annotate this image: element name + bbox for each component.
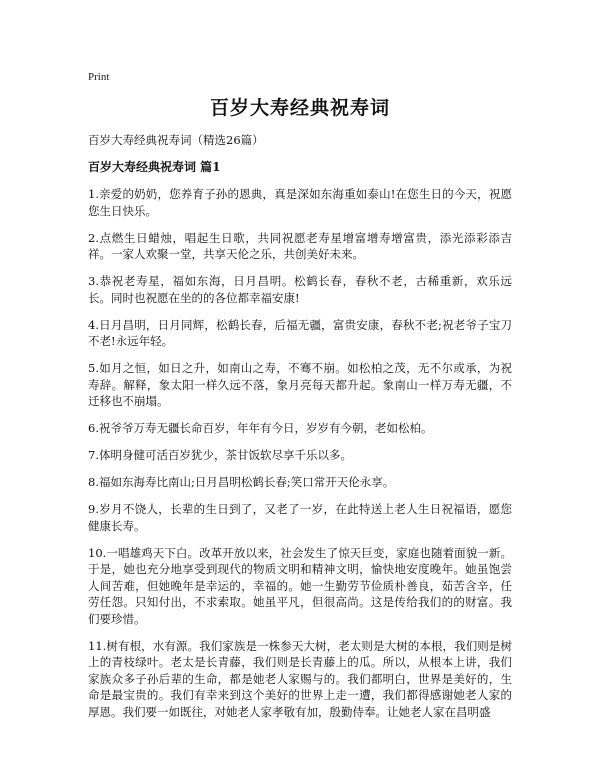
paragraph: 9.岁月不饶人，长辈的生日到了，又老了一岁，在此特送上老人生日祝福语，愿您健康长寿。 [88, 502, 512, 533]
document-subtitle: 百岁大寿经典祝寿词（精选26篇） [88, 133, 264, 147]
section-heading: 百岁大寿经典祝寿词 篇1 [88, 160, 221, 174]
paragraph: 6.祝爷爷万寿无疆长命百岁，年年有今日，岁岁有今朝，老如松柏。 [88, 421, 433, 435]
paragraph: 7.体明身健可活百岁犹少，茶甘饭软尽享千乐以多。 [88, 448, 352, 462]
print-link[interactable]: Print [88, 71, 110, 83]
paragraph: 11.树有根，水有源。我们家族是一株参天大树，老太则是大树的本根，我们则是树上的青枝绿叶。老太是长青藤，我们则是长青藤上的瓜。所以，从根本上讲，我们家族众多子孙后辈的生命，都是她老人家赐与的。我们都明白，世界是美好的，生命是最宝贵的。我们有幸来到这个美好的世界上走一遭，我们都得感谢她老人家的厚恩。我们要一如既往，对她老人家孝敬有加，殷勤侍奉。让她老人家在昌明盛 [88, 638, 512, 719]
paragraph: 3.恭祝老寿星，福如东海，日月昌明。松鹤长春，春秋不老，古稀重新，欢乐远长。同时也祝愿在坐的的各位都幸福安康! [88, 274, 512, 305]
paragraph: 8.福如东海寿比南山;日月昌明松鹤长春;笑口常开天伦永享。 [88, 475, 395, 489]
paragraph: 1.亲爱的奶奶，您养育子孙的恩典，真是深如东海重如泰山!在您生日的今天，祝愿您生日快乐。 [88, 187, 512, 218]
paragraph: 10.一唱雄鸡天下白。改革开放以来，社会发生了惊天巨变，家庭也随着面貌一新。于是，她也充分地享受到现代的物质文明和精神文明，愉快地安度晚年。她虽饱尝人间苦难，但她晚年是幸运的，幸福的。她一生勤劳节俭质朴善良，茹苦含辛，任劳任怨。只知付出，不求索取。她虽平凡，但很高尚。这是传给我们的的财富。我们要珍惜。 [88, 545, 512, 626]
document-body [88, 132, 512, 731]
paragraph: 4.日月昌明，日月同辉，松鹤长春，后福无疆，富贵安康，春秋不老;祝老爷子宝刀不老!永远年轻。 [88, 317, 512, 348]
document-title: 百岁大寿经典祝寿词 [209, 97, 390, 119]
paragraph: 2.点燃生日蜡烛，唱起生日歌，共同祝愿老寿星增富增寿增富贵，添光添彩添吉祥。一家人欢聚一堂，共享天伦之乐，共创美好未来。 [88, 230, 512, 261]
paragraph: 5.如月之恒，如日之升，如南山之寿，不骞不崩。如松柏之茂，无不尔或承，为祝寿辞。解释，象太阳一样久远不落，象月亮每天都升起。象南山一样万寿无疆，不迁移也不崩塌。 [88, 361, 512, 408]
